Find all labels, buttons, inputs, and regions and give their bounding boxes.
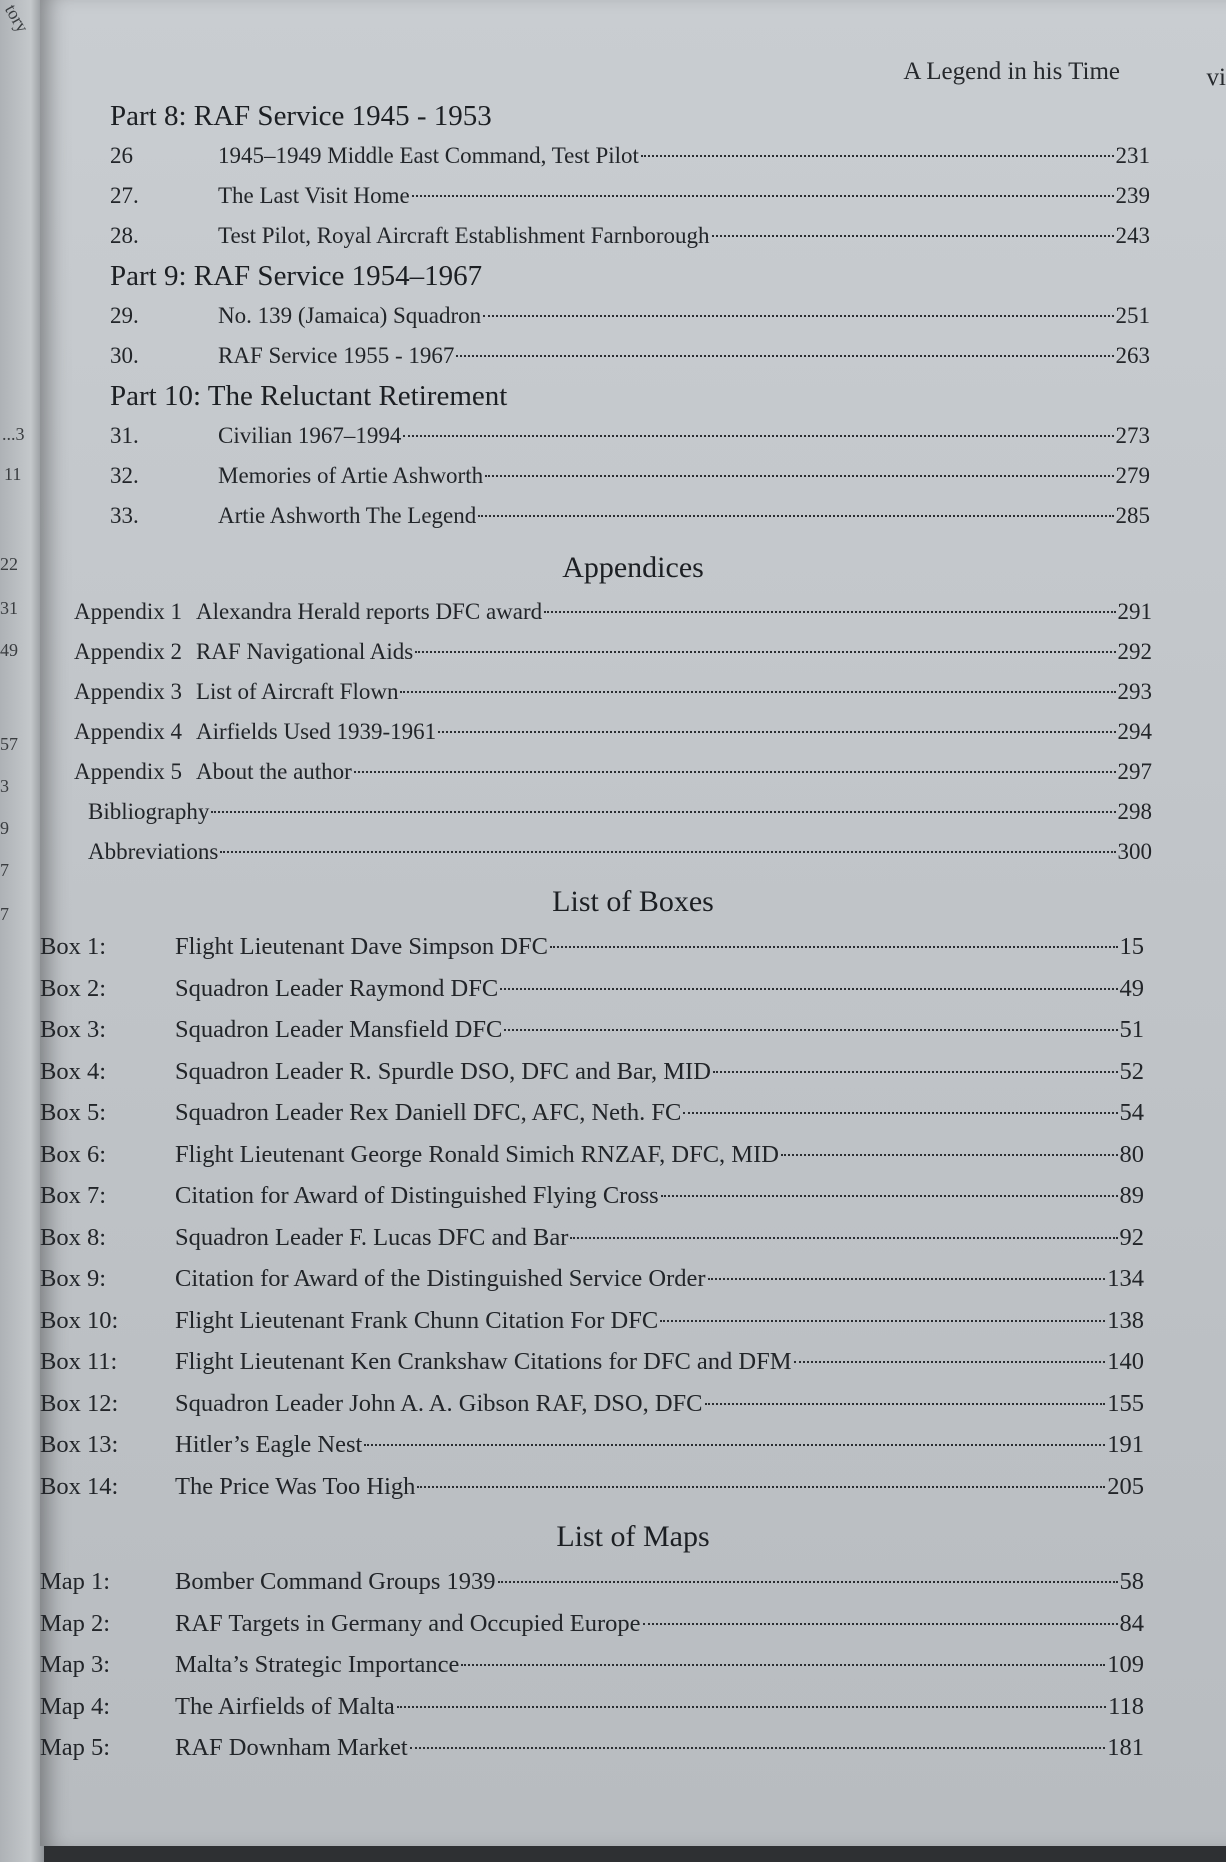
entry-page-number: 138 (1107, 1306, 1144, 1334)
dot-leader (544, 611, 1115, 613)
entry-number: Box 14: (40, 1472, 119, 1500)
entry-number: Box 13: (40, 1431, 119, 1458)
entry-title: Bomber Command Groups 1939 (175, 1568, 496, 1595)
entry-number: Map 4: (40, 1692, 111, 1720)
entry-number: 32. (110, 463, 139, 488)
toc-entry[interactable] (40, 1258, 1186, 1300)
entry-page-number: 155 (1107, 1389, 1144, 1417)
entry-title: Artie Ashworth The Legend (218, 503, 477, 528)
entry-number: Map 3: (40, 1651, 111, 1678)
entry-title: No. 139 (Jamaica) Squadron (218, 303, 482, 328)
toc-entry[interactable] (40, 1009, 1186, 1051)
left-page-fragment: 22 (0, 554, 18, 574)
entry-title: Test Pilot, Royal Aircraft Establishment Farnborough (218, 223, 710, 248)
entry-page-number: 191 (1107, 1431, 1144, 1458)
entry-page-number: 54 (1119, 1099, 1144, 1126)
dot-leader (483, 315, 1113, 317)
entry-title: Citation for Award of the Distinguished Service Order (175, 1265, 706, 1292)
entry-page-number: 263 (1115, 343, 1150, 368)
left-page-fragment: 3 (0, 776, 9, 796)
entry-page-number: 52 (1119, 1057, 1144, 1085)
entry-title: The Last Visit Home (218, 183, 410, 208)
toc-entry[interactable] (54, 672, 1194, 712)
entry-title: About the author (195, 759, 352, 784)
toc-entry[interactable] (40, 968, 1186, 1010)
toc-entry[interactable] (40, 1686, 1186, 1728)
dot-leader (412, 195, 1114, 197)
dot-leader (661, 1195, 1118, 1197)
toc-entry[interactable] (40, 1561, 1186, 1603)
dot-leader (712, 235, 1114, 237)
toc-entry[interactable] (70, 336, 1192, 376)
part-heading: Part 10: The Reluctant Retirement (110, 380, 508, 412)
appendices-heading: Appendices (562, 551, 704, 584)
toc-entry[interactable] (40, 1424, 1186, 1466)
entry-page-number: 273 (1115, 423, 1150, 448)
toc-entry[interactable] (54, 632, 1194, 672)
dot-leader (397, 1706, 1106, 1708)
entry-title: RAF Navigational Aids (195, 639, 414, 664)
appendices-list (54, 592, 1194, 872)
toc-entry[interactable] (54, 792, 1194, 832)
toc-entry[interactable] (40, 1466, 1186, 1508)
left-page-fragment: 7 (0, 860, 9, 880)
entry-page-number: 118 (1108, 1692, 1144, 1720)
entry-title: 1945–1949 Middle East Command, Test Pilot (218, 143, 639, 168)
toc-entry[interactable] (70, 496, 1192, 536)
entry-number: Appendix 3 (74, 679, 182, 704)
dot-leader (485, 475, 1113, 477)
part-heading: Part 9: RAF Service 1954–1967 (110, 260, 483, 292)
boxes-list (40, 926, 1186, 1507)
entry-number: Box 12: (40, 1389, 119, 1417)
page-number: vi (1206, 64, 1226, 91)
entry-title: Flight Lieutenant Ken Crankshaw Citations for DFC and DFM (175, 1348, 792, 1375)
toc-entry[interactable] (40, 1383, 1186, 1425)
entry-page-number: 294 (1117, 719, 1152, 744)
entry-title: Memories of Artie Ashworth (218, 463, 484, 488)
entry-page-number: 109 (1107, 1651, 1144, 1678)
dot-leader (781, 1154, 1118, 1156)
entry-number: Box 6: (40, 1140, 107, 1168)
entry-number: Box 4: (40, 1057, 107, 1085)
left-page-fragment: ...3 (2, 424, 25, 444)
dot-leader (400, 691, 1115, 693)
entry-number: 26 (110, 143, 133, 168)
entry-page-number: 297 (1117, 759, 1152, 784)
entry-page-number: 292 (1117, 639, 1152, 664)
entry-title: Citation for Award of Distinguished Flying Cross (175, 1182, 659, 1209)
book-page (40, 0, 1226, 1846)
entry-page-number: 293 (1117, 679, 1152, 704)
dot-leader (417, 1486, 1105, 1488)
entry-title: Bibliography (88, 799, 210, 824)
toc-entry[interactable] (40, 1134, 1186, 1176)
entry-number: Box 11: (40, 1348, 118, 1375)
toc-entry[interactable] (54, 752, 1194, 792)
toc-entry[interactable] (70, 456, 1192, 496)
dot-leader (570, 1237, 1117, 1239)
entry-number: 29. (110, 303, 139, 328)
dot-leader (713, 1071, 1118, 1073)
dot-leader (705, 1403, 1106, 1405)
left-page-fragment: tory (1, 0, 33, 36)
entry-number: 30. (110, 343, 139, 368)
maps-heading: List of Maps (556, 1520, 710, 1553)
dot-leader (478, 515, 1113, 517)
dot-leader (683, 1112, 1117, 1114)
dot-leader (415, 651, 1115, 653)
toc-entry[interactable] (40, 1175, 1186, 1217)
dot-leader (794, 1361, 1106, 1363)
toc-entry[interactable] (40, 1727, 1186, 1769)
left-page-fragment: 7 (0, 904, 9, 924)
entry-title: The Airfields of Malta (175, 1692, 395, 1720)
toc-entry[interactable] (70, 416, 1192, 456)
dot-leader (643, 1623, 1118, 1625)
left-page-fragment: 49 (0, 640, 18, 660)
entry-number: Box 8: (40, 1223, 107, 1251)
toc-entry[interactable] (40, 1300, 1186, 1342)
entry-number: Box 10: (40, 1306, 119, 1334)
toc-entry[interactable] (54, 712, 1194, 752)
entry-page-number: 58 (1119, 1568, 1144, 1595)
entry-page-number: 279 (1115, 463, 1150, 488)
entry-page-number: 51 (1119, 1016, 1144, 1043)
boxes-heading: List of Boxes (552, 885, 714, 918)
entry-title: Malta’s Strategic Importance (175, 1651, 460, 1678)
table-of-contents (40, 96, 1226, 1769)
entry-title: Squadron Leader F. Lucas DFC and Bar (175, 1223, 569, 1251)
dot-leader (364, 1444, 1105, 1446)
dot-leader (461, 1664, 1105, 1666)
entry-title: RAF Service 1955 - 1967 (218, 343, 455, 368)
entry-title: The Price Was Too High (175, 1472, 416, 1500)
toc-entry[interactable] (40, 1092, 1186, 1134)
entry-title: List of Aircraft Flown (195, 679, 399, 704)
entry-number: Map 1: (40, 1568, 111, 1595)
dot-leader (220, 851, 1115, 853)
left-page-fragment: 11 (4, 464, 22, 484)
entry-title: RAF Downham Market (175, 1734, 408, 1761)
entry-page-number: 300 (1117, 839, 1152, 864)
entry-title: RAF Targets in Germany and Occupied Europe (175, 1609, 641, 1637)
entry-title: Alexandra Herald reports DFC award (195, 599, 543, 624)
left-page-fragment: 31 (0, 598, 18, 618)
dot-leader (438, 731, 1115, 733)
entry-number: 27. (110, 183, 139, 208)
entry-number: Box 9: (40, 1265, 107, 1292)
toc-entry[interactable] (70, 136, 1192, 176)
entry-number: Box 1: (40, 933, 107, 960)
running-header: A Legend in his Time (903, 58, 1120, 85)
dot-leader (456, 355, 1113, 357)
entry-number: Appendix 5 (74, 759, 182, 784)
entry-page-number: 134 (1107, 1265, 1144, 1292)
entry-title: Squadron Leader Rex Daniell DFC, AFC, Neth. FC (175, 1099, 682, 1126)
entry-number: 28. (110, 223, 139, 248)
maps-list (40, 1561, 1186, 1769)
entry-number: Box 3: (40, 1016, 107, 1043)
dot-leader (498, 1581, 1118, 1583)
entry-title: Airfields Used 1939-1961 (195, 719, 437, 744)
dot-leader (660, 1320, 1105, 1322)
entry-page-number: 181 (1107, 1734, 1144, 1761)
toc-entry[interactable] (70, 296, 1192, 336)
entry-number: Map 5: (40, 1734, 111, 1761)
entry-page-number: 89 (1119, 1182, 1144, 1209)
toc-entry[interactable] (70, 216, 1192, 256)
entry-page-number: 231 (1115, 143, 1150, 168)
parts-section (70, 96, 1192, 536)
dot-leader (550, 946, 1118, 948)
entry-title: Civilian 1967–1994 (218, 423, 402, 448)
toc-entry[interactable] (54, 832, 1194, 872)
entry-title: Squadron Leader R. Spurdle DSO, DFC and Bar, MID (175, 1057, 711, 1085)
toc-entry[interactable] (54, 592, 1194, 632)
toc-entry[interactable] (40, 1603, 1186, 1645)
dot-leader (211, 811, 1115, 813)
toc-entry[interactable] (40, 926, 1186, 968)
toc-entry[interactable] (40, 1341, 1186, 1383)
entry-page-number: 285 (1115, 503, 1150, 528)
entry-page-number: 140 (1107, 1348, 1144, 1375)
entry-page-number: 92 (1119, 1223, 1144, 1251)
toc-entry[interactable] (40, 1644, 1186, 1686)
dot-leader (708, 1278, 1106, 1280)
entry-number: Box 2: (40, 974, 107, 1002)
entry-number: Box 5: (40, 1099, 107, 1126)
entry-page-number: 298 (1117, 799, 1152, 824)
entry-page-number: 15 (1119, 933, 1144, 960)
toc-entry[interactable] (70, 176, 1192, 216)
entry-number: 33. (110, 503, 139, 528)
toc-entry[interactable] (40, 1051, 1186, 1093)
entry-number: Box 7: (40, 1182, 107, 1209)
dot-leader (403, 435, 1113, 437)
entry-number: Map 2: (40, 1609, 111, 1637)
left-page-fragment: 57 (0, 734, 18, 754)
dot-leader (504, 1029, 1117, 1031)
dot-leader (410, 1747, 1106, 1749)
entry-title: Hitler’s Eagle Nest (175, 1431, 363, 1458)
entry-page-number: 205 (1107, 1472, 1144, 1500)
entry-title: Flight Lieutenant Dave Simpson DFC (175, 933, 548, 960)
entry-title: Flight Lieutenant George Ronald Simich RNZAF, DFC, MID (175, 1140, 779, 1168)
entry-page-number: 291 (1117, 599, 1152, 624)
entry-page-number: 49 (1119, 974, 1144, 1002)
entry-page-number: 80 (1119, 1140, 1144, 1168)
entry-number: Appendix 4 (74, 719, 182, 744)
entry-title: Flight Lieutenant Frank Chunn Citation For DFC (175, 1306, 659, 1334)
entry-page-number: 239 (1115, 183, 1150, 208)
dot-leader (500, 988, 1117, 990)
entry-page-number: 84 (1119, 1609, 1144, 1637)
entry-title: Squadron Leader Mansfield DFC (175, 1016, 503, 1043)
part-heading: Part 8: RAF Service 1945 - 1953 (110, 100, 492, 132)
dot-leader (354, 771, 1116, 773)
left-page-edge (0, 0, 44, 1862)
entry-number: Appendix 1 (74, 599, 182, 624)
entry-number: Appendix 2 (74, 639, 182, 664)
entry-number: 31. (110, 423, 139, 448)
entry-page-number: 251 (1115, 303, 1150, 328)
left-page-fragment: 9 (0, 818, 9, 838)
toc-entry[interactable] (40, 1217, 1186, 1259)
entry-title: Abbreviations (88, 839, 219, 864)
dot-leader (641, 155, 1114, 157)
entry-page-number: 243 (1115, 223, 1150, 248)
entry-title: Squadron Leader Raymond DFC (175, 974, 499, 1002)
entry-title: Squadron Leader John A. A. Gibson RAF, DSO, DFC (175, 1389, 703, 1417)
